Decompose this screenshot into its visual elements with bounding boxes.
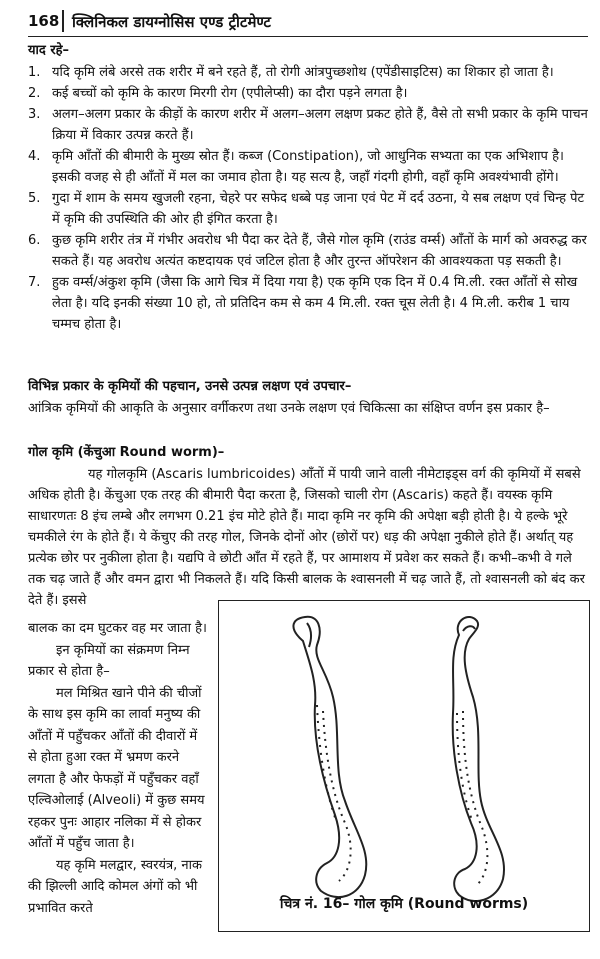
worm-right xyxy=(453,617,504,901)
list-text: कृमि आँतों की बीमारी के मुख्य स्रोत हैं। कब्ज (Constipation), जो आधुनिक सभ्यता का एक अभिशाप है। इसकी वजह से ही आँतों में मल का जमाव होता है। यह सत्य है, जहाँ गंदगी होगी, वहाँ कृमि अवश्यंभावी होंगे। xyxy=(52,149,564,185)
list-item xyxy=(28,272,588,335)
list-item xyxy=(28,146,588,188)
list-number: 6. xyxy=(28,233,41,248)
list-number: 1. xyxy=(28,65,41,80)
list-number: 5. xyxy=(28,191,41,206)
list-number: 2. xyxy=(28,86,41,101)
list-number: 7. xyxy=(28,275,41,290)
list-text: गुदा में शाम के समय खुजली रहना, चेहरे पर सफेद धब्बे पड़ जाना एवं पेट में दर्द उठना, ये सब लक्षण एवं चिन्ह पेट में कृमि की उपस्थिति की ओर ही इंगित करता है। xyxy=(52,191,585,227)
remember-heading: याद रहे– xyxy=(28,43,70,58)
list-text: अलग–अलग प्रकार के कीड़ों के कारण शरीर में अलग–अलग लक्षण प्रकट होते हैं, वैसे तो सभी प्रकार के कृमि पाचन क्रिया में विकार उत्पन्न करते हैं। xyxy=(52,107,588,143)
intro-paragraph: आंत्रिक कृमियों की आकृति के अनुसार वर्गीकरण तथा उनके लक्षण एवं चिकित्सा का संक्षिप्त वर्णन इस प्रकार है– xyxy=(28,401,550,416)
remember-list xyxy=(28,62,588,335)
page-header xyxy=(28,10,588,37)
list-item xyxy=(28,83,588,104)
list-text: कई बच्चों को कृमि के कारण मिरगी रोग (एपीलेप्सी) का दौरा पड़ने लगता है। xyxy=(52,86,408,101)
left-column-text xyxy=(28,618,210,919)
round-worm-illustration xyxy=(219,601,589,931)
figure-box xyxy=(218,600,590,932)
page-number: 168 xyxy=(28,12,60,30)
list-item xyxy=(28,104,588,146)
book-title: क्लिनिकल डायग्नोसिस एण्ड ट्रीटमेण्ट xyxy=(72,13,271,31)
list-item xyxy=(28,62,588,83)
header-divider xyxy=(62,10,64,32)
list-text: यदि कृमि लंबे अरसे तक शरीर में बने रहते हैं, तो रोगी आंत्रपुच्छशोथ (एपेंडीसाइटिस) का शिकार हो जाता है। xyxy=(52,65,554,80)
list-item xyxy=(28,230,588,272)
paragraph: बालक का दम घुटकर वह मर जाता है। xyxy=(28,621,207,636)
section-heading: विभिन्न प्रकार के कृमियों की पहचान, उनसे उत्पन्न लक्षण एवं उपचार– xyxy=(28,379,352,394)
paragraph: इन कृमियों का संक्रमण निम्न प्रकार से होता है– xyxy=(28,642,190,679)
paragraph: यह कृमि मलद्वार, स्वरयंत्र, नाक की झिल्ली आदि कोमल अंगों को भी प्रभावित करते xyxy=(28,857,202,916)
paragraph: मल मिश्रित खाने पीने की चीजों के साथ इस कृमि का लार्वा मनुष्य की आँतों में पहुँचकर आँतों की दीवारों में से होता हुआ रक्त में भ्रमण करने लगता है और फेफड़ों में पहुँचकर वहाँ एल्विओलाई (Alveoli) में कुछ समय रहकर पुनः आहार नलिका में से होकर आँतों में पहुँच जाता है। xyxy=(28,685,205,851)
worm-left xyxy=(293,617,366,897)
figure-caption: चित्र नं. 16– गोल कृमि (Round worms) xyxy=(279,896,529,912)
list-number: 4. xyxy=(28,149,41,164)
list-text: कुछ कृमि शरीर तंत्र में गंभीर अवरोध भी पैदा कर देते हैं, जैसे गोल कृमि (राउंड वर्म्स) आँतों के मार्ग को अवरुद्ध कर सकते हैं। यह अवरोध अत्यंत कष्टदायक एवं जटिल होता है और तुरन्त ऑपरेशन की आवश्यकता पड़ सकती है। xyxy=(52,233,587,269)
round-worm-paragraph: यह गोलकृमि (Ascaris lumbricoides) आँतों में पायी जाने वाली नीमेटाइड्स वर्ग की कृमियों में सबसे अधिक होती है। केंचुआ एक तरह की बीमारी पैदा करता है, जिसको चाली रोग (Ascaris) कहते हैं। वयस्क कृमि साधारणतः 8 इंच लम्बे और लगभग 0.21 इंच मोटे होते हैं। मादा कृमि नर कृमि की अपेक्षा बड़ी होती है। ये हल्के भूरे चमकीले रंग के होते हैं। ये केंचुए की तरह गोल, जिनके दोनों ओर (छोरों पर) धड़ की अपेक्षा नुकीले होते हैं। अर्थात् यह प्रत्येक छोर पर नुकीला होता है। यद्यपि वे छोटी आँत में रहते हैं, पर आमाशय में प्रवेश कर सकते हैं। कभी–कभी वे गले तक चढ़ जाते हैं और वमन द्वारा भी निकलते हैं। यदि किसी बालक के श्वासनली में चढ़ जाते हैं, तो श्वासनली को बंद कर देते हैं। इससे xyxy=(28,467,585,608)
list-number: 3. xyxy=(28,107,41,122)
list-item xyxy=(28,188,588,230)
round-worm-heading: गोल कृमि (केंचुआ Round worm)– xyxy=(28,445,225,460)
list-text: हुक वर्म्स/अंकुश कृमि (जैसा कि आगे चित्र में दिया गया है) एक कृमि एक दिन में 0.4 मि.ली. रक्त आँतों से सोख लेता है। यदि इनकी संख्या 10 हो, तो प्रतिदिन कम से कम 4 मि.ली. रक्त चूस लेती है। 4 मि.ली. करीब 1 चाय चम्मच होता है। xyxy=(52,275,578,332)
